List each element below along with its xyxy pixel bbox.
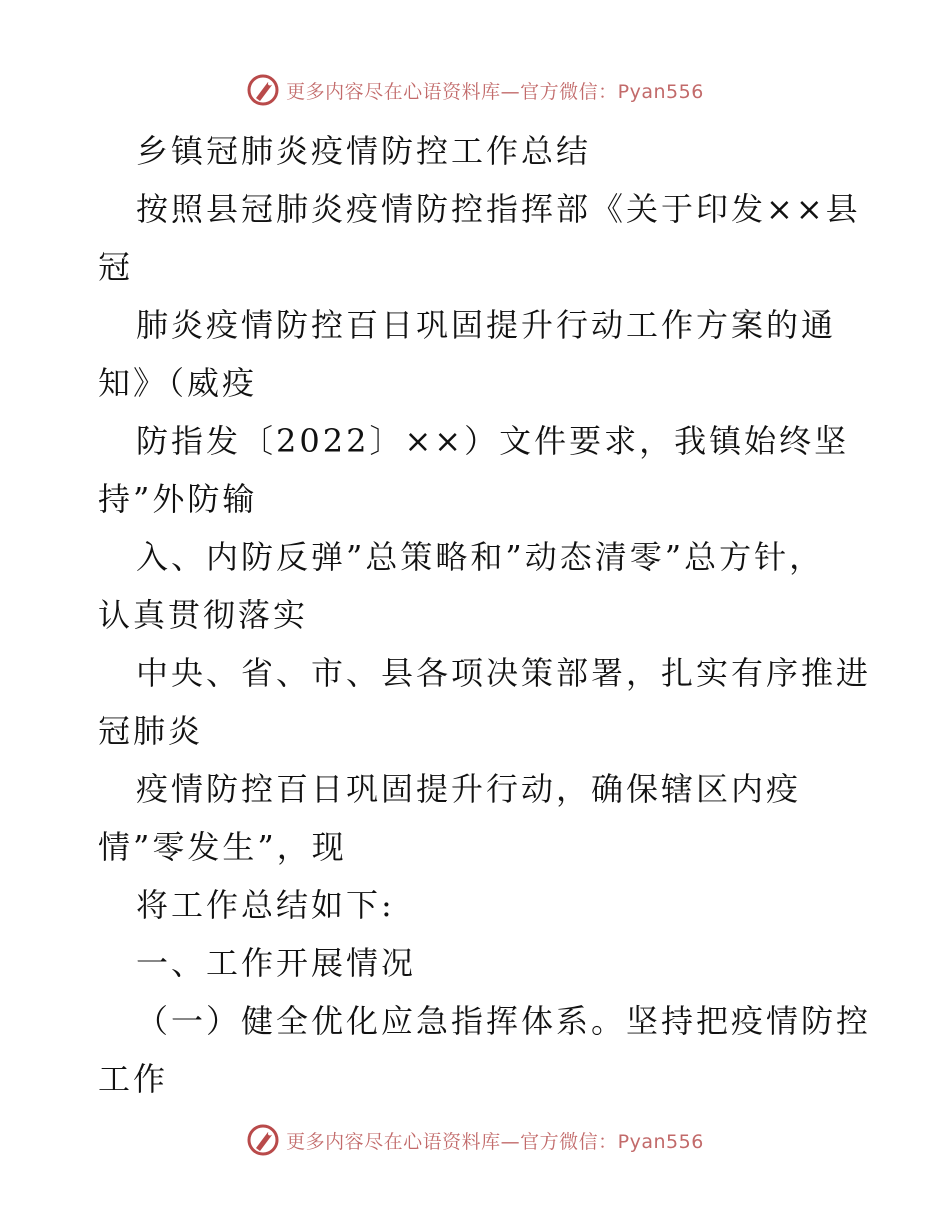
text-line: 冠 xyxy=(98,248,134,286)
text-line: 持”外防输 xyxy=(98,480,258,518)
pen-logo-icon xyxy=(246,1123,280,1157)
text-line: 防指发〔2022〕××）文件要求，我镇始终坚 xyxy=(136,422,850,460)
text-line: 中央、省、市、县各项决策部署，扎实有序推进 xyxy=(136,654,872,692)
text-line: 认真贯彻落实 xyxy=(98,596,309,634)
text-line: 肺炎疫情防控百日巩固提升行动工作方案的通 xyxy=(136,306,837,344)
text-line: 疫情防控百日巩固提升行动，确保辖区内疫 xyxy=(136,770,802,808)
header-watermark xyxy=(0,70,950,110)
watermark-text: 更多内容尽在心语资料库—官方微信：Pyan556 xyxy=(286,1130,704,1153)
text-line: 一、工作开展情况 xyxy=(136,944,417,982)
watermark-text: 更多内容尽在心语资料库—官方微信：Pyan556 xyxy=(286,80,704,103)
text-line: 入、内防反弹”总策略和”动态清零”总方针， xyxy=(136,538,825,576)
text-line: 情”零发生”，现 xyxy=(98,828,347,866)
text-line: 将工作总结如下: xyxy=(136,886,395,924)
text-line: 冠肺炎 xyxy=(98,712,204,750)
text-line: 知》（威疫 xyxy=(98,364,258,402)
footer-watermark xyxy=(0,1120,950,1160)
text-line: 按照县冠肺炎疫情防控指挥部《关于印发××县 xyxy=(136,190,861,228)
document-body xyxy=(98,122,872,1108)
text-line: （一）健全优化应急指挥体系。坚持把疫情防控 xyxy=(136,1002,872,1040)
text-line: 工作 xyxy=(98,1060,169,1098)
pen-logo-icon xyxy=(246,73,280,107)
text-line: 乡镇冠肺炎疫情防控工作总结 xyxy=(136,132,592,170)
